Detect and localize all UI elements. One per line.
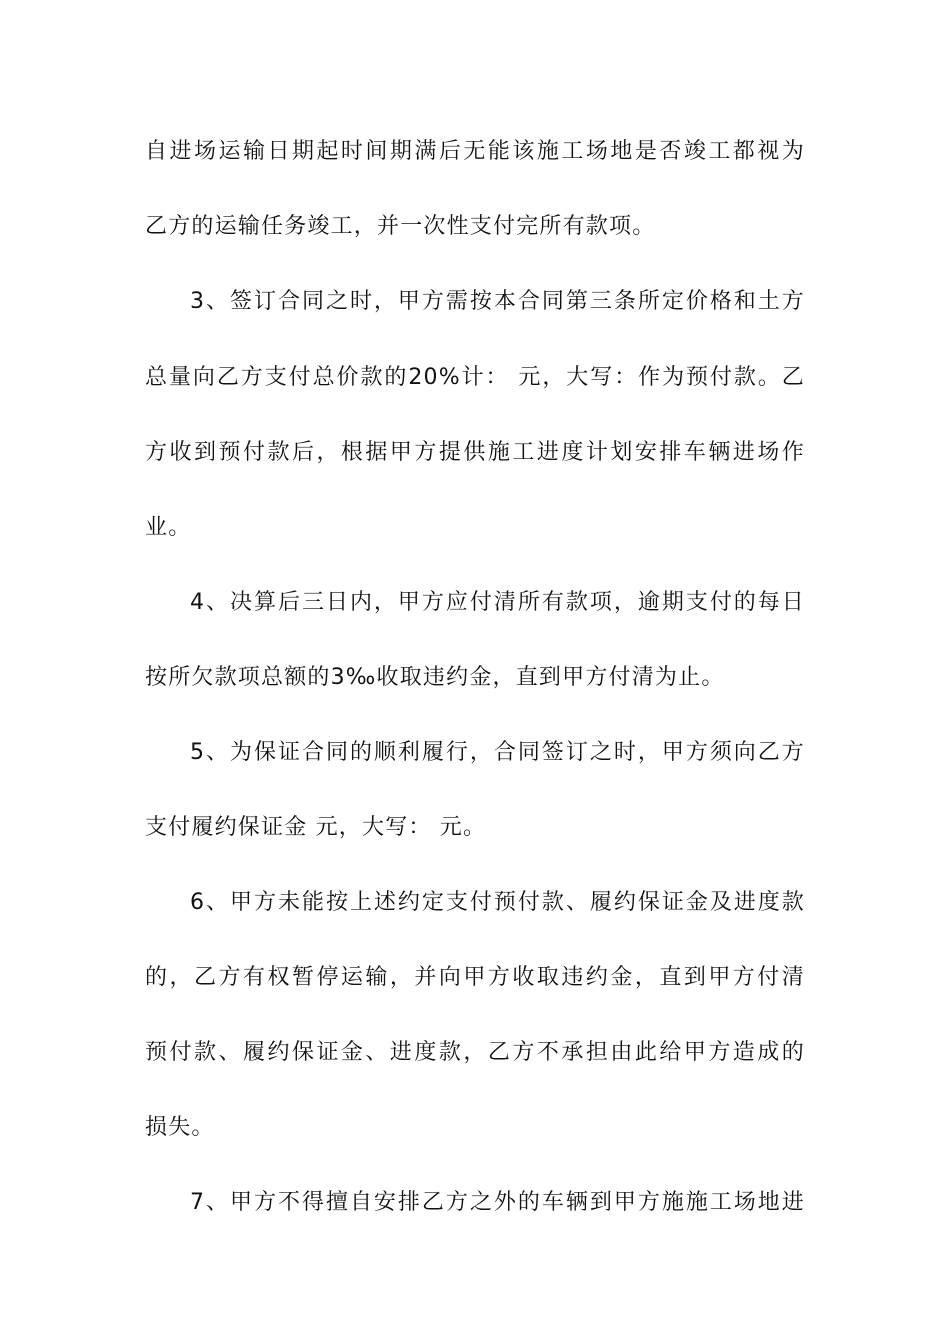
paragraph-5-start: 5、为保证合同的顺利履行，合同签订之时，甲方须向乙方: [190, 740, 805, 765]
paragraph-4-start: 4、决算后三日内，甲方应付清所有款项，逾期支付的每日: [190, 590, 805, 615]
paragraph-7-start: 7、甲方不得擅自安排乙方之外的车辆到甲方施施工场地进: [190, 1190, 805, 1215]
text-line: 乙方的运输任务竣工，并一次性支付完所有款项。: [145, 214, 656, 239]
text-line: 业。: [145, 515, 192, 540]
paragraph-3-start: 3、签订合同之时，甲方需按本合同第三条所定价格和土方: [190, 289, 805, 314]
text-line: 支付履约保证金 元，大写： 元。: [145, 815, 487, 840]
text-line: 自进场运输日期起时间期满后无能该施工场地是否竣工都视为: [145, 139, 805, 164]
text-line: 预付款、履约保证金、进度款，乙方不承担由此给甲方造成的: [145, 1040, 805, 1065]
text-line: 损失。: [145, 1115, 215, 1140]
text-line: 总量向乙方支付总价款的20%计： 元，大写：作为预付款。乙: [145, 365, 805, 390]
paragraph-6-start: 6、甲方未能按上述约定支付预付款、履约保证金及进度款: [190, 890, 805, 915]
text-line: 的，乙方有权暂停运输，并向甲方收取违约金，直到甲方付清: [145, 965, 805, 990]
text-line: 方收到预付款后，根据甲方提供施工进度计划安排车辆进场作: [145, 440, 805, 465]
text-line: 按所欠款项总额的3‰收取违约金，直到甲方付清为止。: [145, 665, 725, 690]
